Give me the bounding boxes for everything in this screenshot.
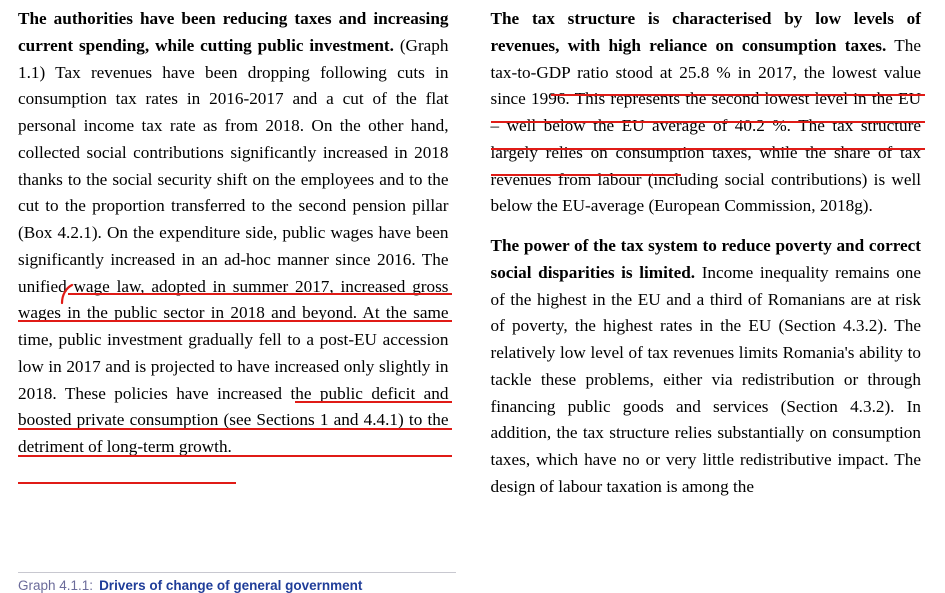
- left-paragraph-1: [18, 6, 449, 461]
- right-paragraph-1-body: The tax-to-GDP ratio stood at 25.8 % in 2017, the lowest value since 1996. This represents the second lowest level in the EU – well below the EU average of 40.2 %. The tax structure largely relies on consumption taxes, while the share of tax revenues from labour (including social contributions) is well below the EU-average (European Commission, 2018g).: [490, 35, 921, 216]
- right-paragraph-2-lead: The power of the tax system to reduce poverty and correct social disparities is limited.: [490, 236, 921, 282]
- left-paragraph-1-body: (Graph 1.1) Tax revenues have been dropping following cuts in consumption tax rates in 2016-2017 and a cut of the flat personal income tax rate as from 2018. On the other hand, collected social contributions significantly increased in 2018 thanks to the social security shift on the employees and to the cut to the proportion transferred to the second pension pillar (Box 4.2.1). On the expenditure side, public wages have been significantly increased in an ad-hoc manner since 2016. The unified wage law, adopted in summer 2017, increased gross wages in the public sector in 2018 and beyond. At the same time, public investment gradually fell to a post-EU accession low in 2017 and is projected to have increased only slightly in 2018. These policies have increased the public deficit and boosted private consumption (see Sections 1 and 4.4.1) to the detriment of long-term growth.: [18, 35, 449, 456]
- right-column: [491, 6, 922, 501]
- graph-caption: [18, 572, 456, 593]
- right-paragraph-1-lead: The tax structure is characterised by low levels of revenues, with high reliance on consumption taxes.: [490, 9, 921, 55]
- left-column: [18, 6, 449, 461]
- two-column-layout: [18, 6, 921, 501]
- graph-caption-label: Graph 4.1.1:: [18, 578, 94, 593]
- right-paragraph-2-body: Income inequality remains one of the highest in the EU and a third of Romanians are at risk of poverty, the highest rates in the EU (Section 4.3.2). The relatively low level of tax revenues limits Romania's ability to tackle these problems, either via redistribution or through financing public goods and services (Section 4.3.2). In addition, the tax structure relies substantially on consumption taxes, which have no or very little redistributive impact. The design of labour taxation is among the: [490, 262, 922, 496]
- graph-caption-title: Drivers of change of general government: [99, 578, 363, 593]
- left-paragraph-1-lead: The authorities have been reducing taxes and increasing current spending, while cutting public investment.: [18, 9, 449, 55]
- right-paragraph-1: [491, 6, 922, 220]
- right-paragraph-2: [491, 233, 922, 501]
- red-underline-left-6: [18, 482, 236, 484]
